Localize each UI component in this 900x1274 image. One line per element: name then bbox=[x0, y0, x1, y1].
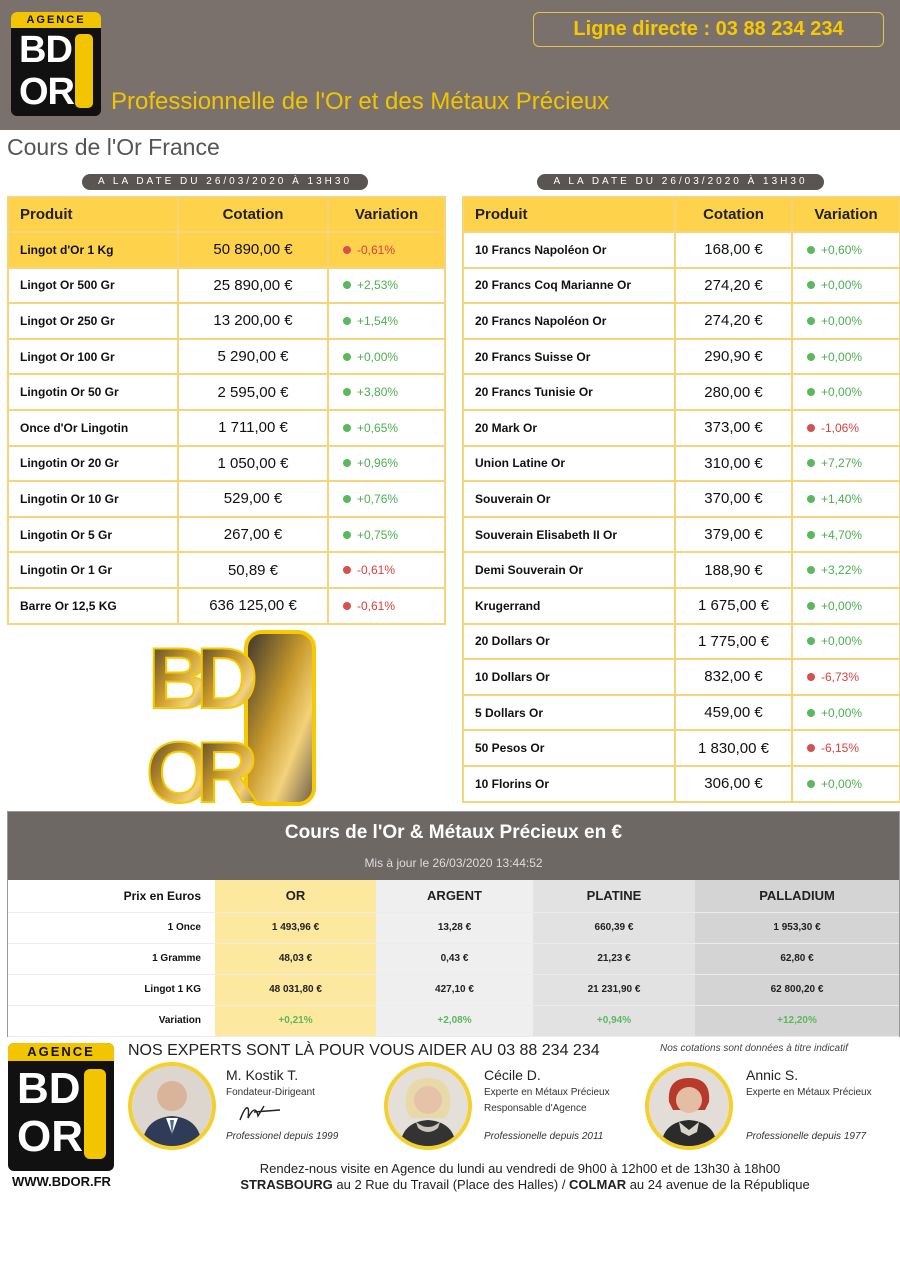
metals-title: Cours de l'Or & Métaux Précieux en € bbox=[284, 822, 623, 843]
col-header-variation: Variation bbox=[328, 197, 445, 232]
tagline: Professionnelle de l'Or et des Métaux Précieux bbox=[111, 88, 610, 115]
product-price: 529,00 € bbox=[178, 481, 328, 517]
variation-value: +0,65% bbox=[357, 420, 399, 435]
right-table-body bbox=[463, 232, 900, 802]
gold-value: 48 031,80 € bbox=[215, 974, 376, 1005]
bdor-logo[interactable] bbox=[11, 12, 101, 116]
footer-logo-or-text: OR bbox=[17, 1112, 83, 1161]
product-variation bbox=[792, 232, 900, 268]
table-row[interactable] bbox=[463, 374, 900, 410]
metals-col-platinum: PLATINE bbox=[533, 880, 695, 912]
expert-role-2: Responsable d'Agence bbox=[484, 1103, 587, 1114]
footer-logo-bd-text: BD bbox=[17, 1064, 81, 1113]
variation-value: +0,00% bbox=[821, 278, 863, 293]
product-variation bbox=[792, 268, 900, 304]
product-name: Barre Or 12,5 KG bbox=[8, 588, 178, 624]
palladium-value: 62,80 € bbox=[695, 943, 899, 974]
trend-up-dot-icon bbox=[807, 531, 815, 539]
header-banner bbox=[0, 0, 900, 130]
product-name: 10 Florins Or bbox=[463, 766, 675, 802]
trend-up-dot-icon bbox=[807, 246, 815, 254]
product-variation bbox=[792, 695, 900, 731]
palladium-value: 1 953,30 € bbox=[695, 912, 899, 943]
product-price: 379,00 € bbox=[675, 517, 792, 553]
table-row[interactable] bbox=[8, 410, 445, 446]
product-name: Lingotin Or 20 Gr bbox=[8, 446, 178, 482]
product-name: Lingotin Or 10 Gr bbox=[8, 481, 178, 517]
product-name: 20 Francs Coq Marianne Or bbox=[463, 268, 675, 304]
product-price: 1 775,00 € bbox=[675, 624, 792, 660]
expert-avatar-annic bbox=[645, 1062, 733, 1150]
table-row[interactable] bbox=[463, 339, 900, 375]
expert-name: M. Kostik T. bbox=[226, 1067, 299, 1083]
signature-icon bbox=[236, 1100, 284, 1126]
logo-agence-text: AGENCE bbox=[11, 12, 101, 28]
product-price: 274,20 € bbox=[675, 268, 792, 304]
table-row[interactable] bbox=[8, 588, 445, 624]
product-variation bbox=[792, 446, 900, 482]
product-price: 459,00 € bbox=[675, 695, 792, 731]
variation-value: +7,27% bbox=[821, 456, 863, 471]
variation-value: +4,70% bbox=[821, 527, 863, 542]
footer-bdor-logo[interactable] bbox=[8, 1043, 114, 1171]
product-variation bbox=[328, 481, 445, 517]
variation-value: +1,54% bbox=[357, 313, 399, 328]
table-header-row bbox=[8, 197, 445, 232]
product-price: 50,89 € bbox=[178, 552, 328, 588]
table-row[interactable] bbox=[463, 552, 900, 588]
trend-up-dot-icon bbox=[343, 531, 351, 539]
product-name: Lingotin Or 1 Gr bbox=[8, 552, 178, 588]
trend-down-dot-icon bbox=[807, 744, 815, 752]
product-name: Union Latine Or bbox=[463, 446, 675, 482]
product-variation bbox=[792, 730, 900, 766]
table-row[interactable] bbox=[8, 481, 445, 517]
gold-value: 48,03 € bbox=[215, 943, 376, 974]
product-name: 50 Pesos Or bbox=[463, 730, 675, 766]
variation-value: +0,96% bbox=[357, 456, 399, 471]
variation-value: -6,73% bbox=[821, 669, 860, 684]
logo-bd-text: BD bbox=[19, 29, 72, 71]
product-price: 274,20 € bbox=[675, 303, 792, 339]
product-variation bbox=[792, 624, 900, 660]
variation-value: +2,53% bbox=[357, 278, 399, 293]
product-price: 280,00 € bbox=[675, 374, 792, 410]
product-variation bbox=[328, 232, 445, 268]
silver-value: 13,28 € bbox=[376, 912, 533, 943]
address-strasbourg: au 2 Rue du Travail (Place des Halles) / bbox=[332, 1177, 570, 1192]
table-row[interactable] bbox=[8, 552, 445, 588]
variation-value: -0,61% bbox=[357, 563, 396, 578]
person-icon bbox=[132, 1066, 212, 1146]
person-icon bbox=[388, 1066, 468, 1146]
product-name: Lingotin Or 50 Gr bbox=[8, 374, 178, 410]
experts-title: NOS EXPERTS SONT LÀ POUR VOUS AIDER AU 03 88 234 234 bbox=[128, 1042, 600, 1059]
table-row[interactable] bbox=[8, 339, 445, 375]
city-strasbourg: STRASBOURG bbox=[240, 1177, 333, 1192]
expert-since: Professionelle depuis 2011 bbox=[484, 1131, 604, 1142]
metals-table bbox=[8, 880, 899, 1037]
big-letter-d: D bbox=[196, 631, 259, 727]
big-letter-r: R bbox=[196, 725, 259, 806]
table-row[interactable] bbox=[8, 268, 445, 304]
metals-col-gold: OR bbox=[215, 880, 376, 912]
trend-up-dot-icon bbox=[343, 388, 351, 396]
hotline-phone[interactable]: Ligne directe : 03 88 234 234 bbox=[533, 12, 884, 47]
platinum-value: 21,23 € bbox=[533, 943, 695, 974]
trend-up-dot-icon bbox=[343, 424, 351, 432]
product-variation bbox=[792, 374, 900, 410]
footer-logo-agence-text: AGENCE bbox=[8, 1043, 114, 1061]
product-variation bbox=[328, 374, 445, 410]
trend-up-dot-icon bbox=[807, 459, 815, 467]
metals-updated: Mis à jour le 26/03/2020 13:44:52 bbox=[364, 856, 543, 870]
table-row[interactable] bbox=[463, 695, 900, 731]
product-price: 2 595,00 € bbox=[178, 374, 328, 410]
col-header-price: Cotation bbox=[675, 197, 792, 232]
table-row[interactable] bbox=[463, 588, 900, 624]
variation-value: -0,61% bbox=[357, 598, 396, 613]
product-price: 267,00 € bbox=[178, 517, 328, 553]
product-price: 1 830,00 € bbox=[675, 730, 792, 766]
table-row[interactable] bbox=[463, 730, 900, 766]
big-letter-o: O bbox=[146, 725, 213, 806]
variation-value: +0,76% bbox=[357, 491, 399, 506]
metals-row bbox=[8, 974, 899, 1005]
product-variation bbox=[792, 766, 900, 802]
table-row[interactable] bbox=[463, 481, 900, 517]
col-header-price: Cotation bbox=[178, 197, 328, 232]
product-price: 290,90 € bbox=[675, 339, 792, 375]
metals-col-silver: ARGENT bbox=[376, 880, 533, 912]
metals-row bbox=[8, 1005, 899, 1036]
table-row[interactable] bbox=[463, 268, 900, 304]
platinum-value: +0,94% bbox=[533, 1005, 695, 1036]
product-name: 20 Francs Tunisie Or bbox=[463, 374, 675, 410]
product-name: Lingot Or 500 Gr bbox=[8, 268, 178, 304]
trend-up-dot-icon bbox=[807, 317, 815, 325]
product-name: Lingot Or 100 Gr bbox=[8, 339, 178, 375]
trend-up-dot-icon bbox=[343, 353, 351, 361]
variation-value: -1,06% bbox=[821, 420, 860, 435]
product-name: Krugerrand bbox=[463, 588, 675, 624]
product-variation bbox=[328, 588, 445, 624]
expert-since: Professionelle depuis 1977 bbox=[746, 1131, 867, 1142]
variation-value: +0,00% bbox=[821, 385, 863, 400]
metals-row bbox=[8, 912, 899, 943]
metals-table-body bbox=[8, 880, 899, 1036]
gold-value: +0,21% bbox=[215, 1005, 376, 1036]
trend-up-dot-icon bbox=[807, 353, 815, 361]
disclaimer: Nos cotations sont données à titre indicatif bbox=[660, 1043, 848, 1054]
big-letter-b: B bbox=[148, 631, 211, 727]
product-name: Souverain Elisabeth II Or bbox=[463, 517, 675, 553]
product-variation bbox=[792, 552, 900, 588]
page-title: Cours de l'Or France bbox=[7, 134, 220, 160]
variation-value: +0,60% bbox=[821, 242, 863, 257]
product-variation bbox=[328, 552, 445, 588]
expert-avatar-cecile bbox=[384, 1062, 472, 1150]
product-price: 5 290,00 € bbox=[178, 339, 328, 375]
metals-row-label: Variation bbox=[8, 1005, 215, 1036]
product-variation bbox=[792, 339, 900, 375]
gold-coins-price-table bbox=[462, 196, 900, 803]
product-price: 373,00 € bbox=[675, 410, 792, 446]
product-price: 50 890,00 € bbox=[178, 232, 328, 268]
precious-metals-panel bbox=[7, 811, 900, 1037]
metals-row-label: Lingot 1 KG bbox=[8, 974, 215, 1005]
metals-row bbox=[8, 943, 899, 974]
gold-bars-price-table bbox=[7, 196, 446, 625]
logo-gold-bar bbox=[75, 34, 93, 108]
expert-role: Fondateur-Dirigeant bbox=[226, 1087, 315, 1098]
metals-col-label: Prix en Euros bbox=[8, 880, 215, 912]
variation-value: +0,00% bbox=[821, 349, 863, 364]
table-row[interactable] bbox=[8, 446, 445, 482]
table-row[interactable] bbox=[8, 517, 445, 553]
table-row[interactable] bbox=[8, 303, 445, 339]
product-name: Once d'Or Lingotin bbox=[8, 410, 178, 446]
product-price: 1 050,00 € bbox=[178, 446, 328, 482]
metals-header bbox=[8, 812, 899, 880]
variation-value: +3,80% bbox=[357, 385, 399, 400]
col-header-product: Produit bbox=[8, 197, 178, 232]
expert-name: Cécile D. bbox=[484, 1067, 541, 1083]
col-header-variation: Variation bbox=[792, 197, 900, 232]
table-row[interactable] bbox=[463, 446, 900, 482]
silver-value: +2,08% bbox=[376, 1005, 533, 1036]
product-price: 25 890,00 € bbox=[178, 268, 328, 304]
variation-value: +0,75% bbox=[357, 527, 399, 542]
variation-value: +3,22% bbox=[821, 563, 863, 578]
table-row[interactable] bbox=[463, 766, 900, 802]
table-row[interactable] bbox=[463, 410, 900, 446]
product-variation bbox=[792, 410, 900, 446]
product-variation bbox=[328, 446, 445, 482]
trend-down-dot-icon bbox=[807, 424, 815, 432]
product-price: 370,00 € bbox=[675, 481, 792, 517]
table-row[interactable] bbox=[463, 232, 900, 268]
trend-up-dot-icon bbox=[343, 459, 351, 467]
product-price: 13 200,00 € bbox=[178, 303, 328, 339]
product-variation bbox=[792, 481, 900, 517]
trend-up-dot-icon bbox=[807, 602, 815, 610]
product-price: 1 675,00 € bbox=[675, 588, 792, 624]
trend-up-dot-icon bbox=[807, 388, 815, 396]
trend-up-dot-icon bbox=[807, 709, 815, 717]
product-variation bbox=[328, 410, 445, 446]
expert-role: Experte en Métaux Précieux bbox=[484, 1087, 610, 1098]
date-badge-right: A LA DATE DU 26/03/2020 À 13H30 bbox=[537, 174, 824, 190]
trend-up-dot-icon bbox=[343, 317, 351, 325]
product-name: 20 Francs Napoléon Or bbox=[463, 303, 675, 339]
palladium-value: +12,20% bbox=[695, 1005, 899, 1036]
expert-since: Professionel depuis 1999 bbox=[226, 1131, 339, 1142]
product-variation bbox=[328, 339, 445, 375]
product-variation bbox=[328, 517, 445, 553]
product-name: Lingotin Or 5 Gr bbox=[8, 517, 178, 553]
product-name: 20 Mark Or bbox=[463, 410, 675, 446]
trend-up-dot-icon bbox=[343, 495, 351, 503]
table-header-row bbox=[463, 197, 900, 232]
variation-value: +0,00% bbox=[821, 776, 863, 791]
platinum-value: 660,39 € bbox=[533, 912, 695, 943]
metals-col-palladium: PALLADIUM bbox=[695, 880, 899, 912]
variation-value: -6,15% bbox=[821, 741, 860, 756]
left-table-body bbox=[8, 232, 445, 624]
agency-addresses bbox=[0, 1177, 900, 1192]
variation-value: +0,00% bbox=[821, 705, 863, 720]
trend-down-dot-icon bbox=[807, 673, 815, 681]
product-name: 5 Dollars Or bbox=[463, 695, 675, 731]
variation-value: +0,00% bbox=[821, 634, 863, 649]
trend-up-dot-icon bbox=[807, 281, 815, 289]
address-colmar: au 24 avenue de la République bbox=[626, 1177, 810, 1192]
product-variation bbox=[328, 303, 445, 339]
website-link[interactable]: WWW.BDOR.FR bbox=[12, 1174, 111, 1189]
variation-value: +0,00% bbox=[821, 313, 863, 328]
gold-value: 1 493,96 € bbox=[215, 912, 376, 943]
expert-name: Annic S. bbox=[746, 1067, 799, 1083]
table-row[interactable] bbox=[8, 232, 445, 268]
product-price: 168,00 € bbox=[675, 232, 792, 268]
footer-logo-gold-bar bbox=[84, 1069, 106, 1159]
product-variation bbox=[792, 588, 900, 624]
opening-hours: Rendez-nous visite en Agence du lundi au vendredi de 9h00 à 12h00 et de 13h30 à 18h00 bbox=[259, 1161, 781, 1176]
product-variation bbox=[792, 659, 900, 695]
product-price: 1 711,00 € bbox=[178, 410, 328, 446]
product-name: 20 Francs Suisse Or bbox=[463, 339, 675, 375]
product-price: 188,90 € bbox=[675, 552, 792, 588]
platinum-value: 21 231,90 € bbox=[533, 974, 695, 1005]
col-header-product: Produit bbox=[463, 197, 675, 232]
logo-or-text: OR bbox=[19, 71, 74, 113]
product-name: 20 Dollars Or bbox=[463, 624, 675, 660]
product-variation bbox=[792, 517, 900, 553]
product-name: 10 Dollars Or bbox=[463, 659, 675, 695]
trend-up-dot-icon bbox=[343, 281, 351, 289]
product-name: Lingot d'Or 1 Kg bbox=[8, 232, 178, 268]
metals-header-row bbox=[8, 880, 899, 912]
trend-up-dot-icon bbox=[807, 495, 815, 503]
product-price: 832,00 € bbox=[675, 659, 792, 695]
silver-value: 0,43 € bbox=[376, 943, 533, 974]
table-row[interactable] bbox=[463, 303, 900, 339]
bdor-photo-logo bbox=[146, 630, 318, 806]
product-name: Lingot Or 250 Gr bbox=[8, 303, 178, 339]
metals-row-label: 1 Gramme bbox=[8, 943, 215, 974]
date-badge-left: A LA DATE DU 26/03/2020 À 13H30 bbox=[82, 174, 368, 190]
product-variation bbox=[328, 268, 445, 304]
trend-down-dot-icon bbox=[343, 246, 351, 254]
table-row[interactable] bbox=[463, 659, 900, 695]
product-price: 310,00 € bbox=[675, 446, 792, 482]
variation-value: +0,00% bbox=[357, 349, 399, 364]
palladium-value: 62 800,20 € bbox=[695, 974, 899, 1005]
variation-value: +0,00% bbox=[821, 598, 863, 613]
trend-up-dot-icon bbox=[807, 637, 815, 645]
product-name: 10 Francs Napoléon Or bbox=[463, 232, 675, 268]
metals-row-label: 1 Once bbox=[8, 912, 215, 943]
product-variation bbox=[792, 303, 900, 339]
expert-avatar-kostik bbox=[128, 1062, 216, 1150]
table-row[interactable] bbox=[463, 517, 900, 553]
trend-down-dot-icon bbox=[343, 566, 351, 574]
person-icon bbox=[649, 1066, 729, 1146]
trend-up-dot-icon bbox=[807, 566, 815, 574]
expert-role: Experte en Métaux Précieux bbox=[746, 1087, 872, 1098]
trend-down-dot-icon bbox=[343, 602, 351, 610]
table-row[interactable] bbox=[8, 374, 445, 410]
product-name: Souverain Or bbox=[463, 481, 675, 517]
product-price: 306,00 € bbox=[675, 766, 792, 802]
product-price: 636 125,00 € bbox=[178, 588, 328, 624]
variation-value: -0,61% bbox=[357, 242, 396, 257]
silver-value: 427,10 € bbox=[376, 974, 533, 1005]
trend-up-dot-icon bbox=[807, 780, 815, 788]
product-name: Demi Souverain Or bbox=[463, 552, 675, 588]
variation-value: +1,40% bbox=[821, 491, 863, 506]
city-colmar: COLMAR bbox=[569, 1177, 627, 1192]
table-row[interactable] bbox=[463, 624, 900, 660]
